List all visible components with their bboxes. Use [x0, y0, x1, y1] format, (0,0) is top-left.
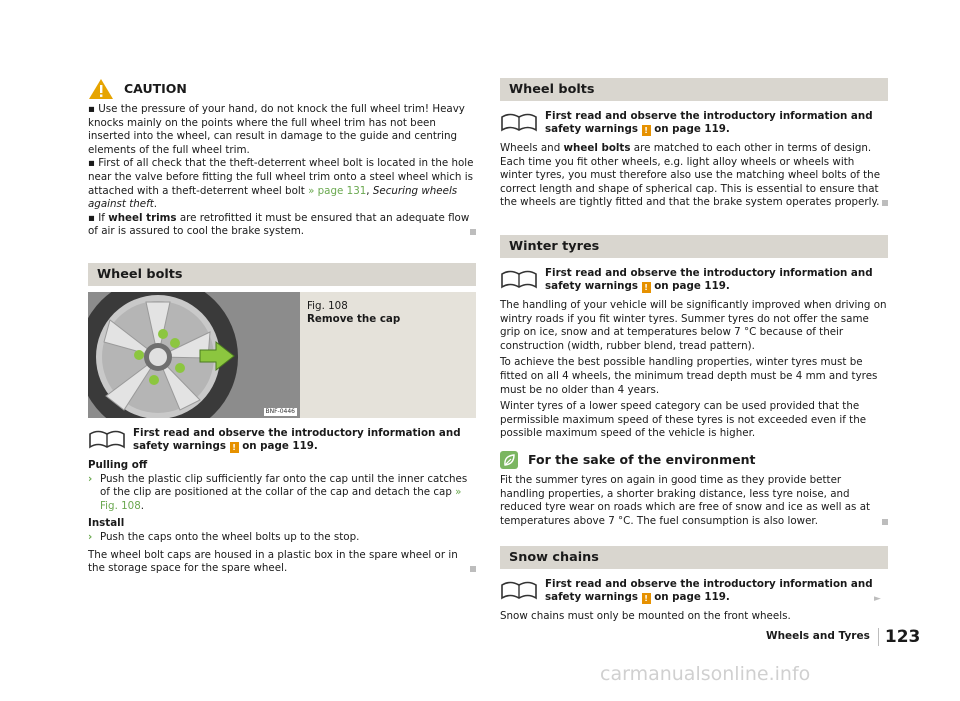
continue-arrow-icon: ► [874, 594, 881, 604]
housed-text: The wheel bolt caps are housed in a plastic box in the spare wheel or in the storage space for the spare wheel. [88, 549, 476, 576]
wheel-bolts-text: Wheels and wheel bolts are matched to each other in terms of design. Each time you fit other wheels, e.g. light alloy wheels or wheels with winter tyres, you must therefore also use the matching wheel bolts of the correct length and shape of spherical cap. This is essential to ensure that the wheels are tightly fitted and that the brake system operates properly. [500, 142, 888, 210]
intro-note [500, 267, 888, 293]
watermark: carmanualsonline.info [600, 663, 811, 685]
intro-page-ref[interactable]: on page 119. [242, 439, 318, 452]
fig-108-link[interactable]: » Fig. 108 [100, 486, 462, 512]
winter-text-3: Winter tyres of a lower speed category can be used provided that the permissible maximum speed of these tyres is not exceeded even if the possible maximum speed of the vehicle is higher. [500, 400, 867, 440]
intro-text: First read and observe the introductory information and safety warnings [545, 110, 873, 135]
caution-title: CAUTION [124, 81, 187, 97]
environment-icon [500, 451, 518, 469]
right-column [500, 78, 888, 624]
warning-icon: ! [642, 125, 651, 136]
page-footer [766, 628, 920, 646]
pulling-off-step: › Push the plastic clip sufficiently far onto the cap until the inner catches of the clip are positioned at the collar of the cap and detach the cap » Fig. 108. [88, 472, 468, 512]
intro-page-ref[interactable]: on page 119. [654, 279, 730, 292]
warning-icon: ! [642, 282, 651, 293]
book-icon [500, 269, 538, 289]
intro-note [500, 578, 888, 604]
environment-text: Fit the summer tyres on again in good time as they provide better handling properties, a shorter braking distance, less tyre noise, and reduced tyre wear on roads which are free of snow and ice as well as at temperatures above 7 °C. The fuel consumption is also lower. [500, 474, 888, 528]
intro-note [500, 110, 888, 136]
wheel-cap-illustration [88, 292, 300, 418]
step-arrow-icon: › [88, 472, 93, 485]
page-131-link[interactable]: » page 131 [308, 184, 367, 197]
section-title-wheel-bolts-right: Wheel bolts [500, 78, 888, 101]
section-end-marker [882, 519, 888, 525]
warning-icon: ! [642, 593, 651, 604]
environment-title: For the sake of the environment [528, 452, 756, 468]
winter-text-2: To achieve the best possible handling properties, winter tyres must be fitted on all 4 wheels, the minimum tread depth must be 4 mm and tyres must be no older than 4 years. [500, 356, 878, 396]
intro-text: First read and observe the introductory information and safety warnings [133, 426, 461, 452]
intro-note [88, 427, 476, 453]
warning-triangle-icon [88, 78, 114, 100]
caution-bullet-2: ▪ First of all check that the theft-deterrent wheel bolt is located in the hole near the valve before fitting the full wheel trim onto a steel wheel which is attached with a theft-deterrent wheel bolt » page 131, Securing wheels against theft. [88, 157, 474, 211]
intro-text: First read and observe the introductory information and safety warnings [545, 578, 873, 604]
section-title-wheel-bolts: Wheel bolts [88, 263, 476, 286]
pulling-off-heading: Pulling off [88, 458, 148, 471]
install-step: › Push the caps onto the wheel bolts up to the stop. [88, 530, 360, 543]
section-end-marker [470, 566, 476, 572]
figure-title: Remove the cap [307, 312, 401, 325]
caution-header [88, 78, 476, 100]
figure-label: Fig. 108 [307, 299, 348, 312]
environment-header [500, 451, 888, 469]
section-end-marker [882, 200, 888, 206]
warning-icon: ! [230, 442, 239, 453]
book-icon [500, 112, 538, 132]
figure-caption [300, 292, 400, 418]
section-title-snow-chains: Snow chains [500, 546, 888, 569]
book-icon [500, 580, 538, 600]
winter-text-1: The handling of your vehicle will be significantly improved when driving on wintry roads if you fit winter tyres. Summer tyres do not offer the same grip on ice, snow and at temperatures below 7 °C because of their construction (width, rubber blend, tread pattern). [500, 298, 887, 352]
book-icon [88, 429, 126, 449]
caution-bullet-3: ▪ If wheel trims are retrofitted it must be ensured that an adequate flow of air is assured to cool the brake system. [88, 212, 476, 239]
intro-page-ref[interactable]: on page 119. [654, 123, 730, 135]
section-end-marker [470, 229, 476, 235]
intro-page-ref[interactable]: on page 119. [654, 591, 730, 604]
figure-108 [88, 292, 476, 418]
snow-text: Snow chains must only be mounted on the front wheels. [500, 610, 791, 623]
figure-code: BNF-0446 [265, 407, 295, 415]
section-title-winter-tyres: Winter tyres [500, 235, 888, 258]
step-arrow-icon: › [88, 530, 93, 543]
install-heading: Install [88, 517, 125, 530]
left-column [88, 78, 476, 576]
page-number: 123 [878, 628, 921, 646]
caution-bullet-1: ▪ Use the pressure of your hand, do not knock the full wheel trim! Heavy knocks mainly on the points where the full wheel trim has not been inserted into the wheel, can result in damage to the guide and centring elements of the full wheel trim. [88, 103, 465, 156]
intro-text: First read and observe the introductory information and safety warnings [545, 266, 873, 292]
footer-chapter: Wheels and Tyres [766, 630, 870, 643]
